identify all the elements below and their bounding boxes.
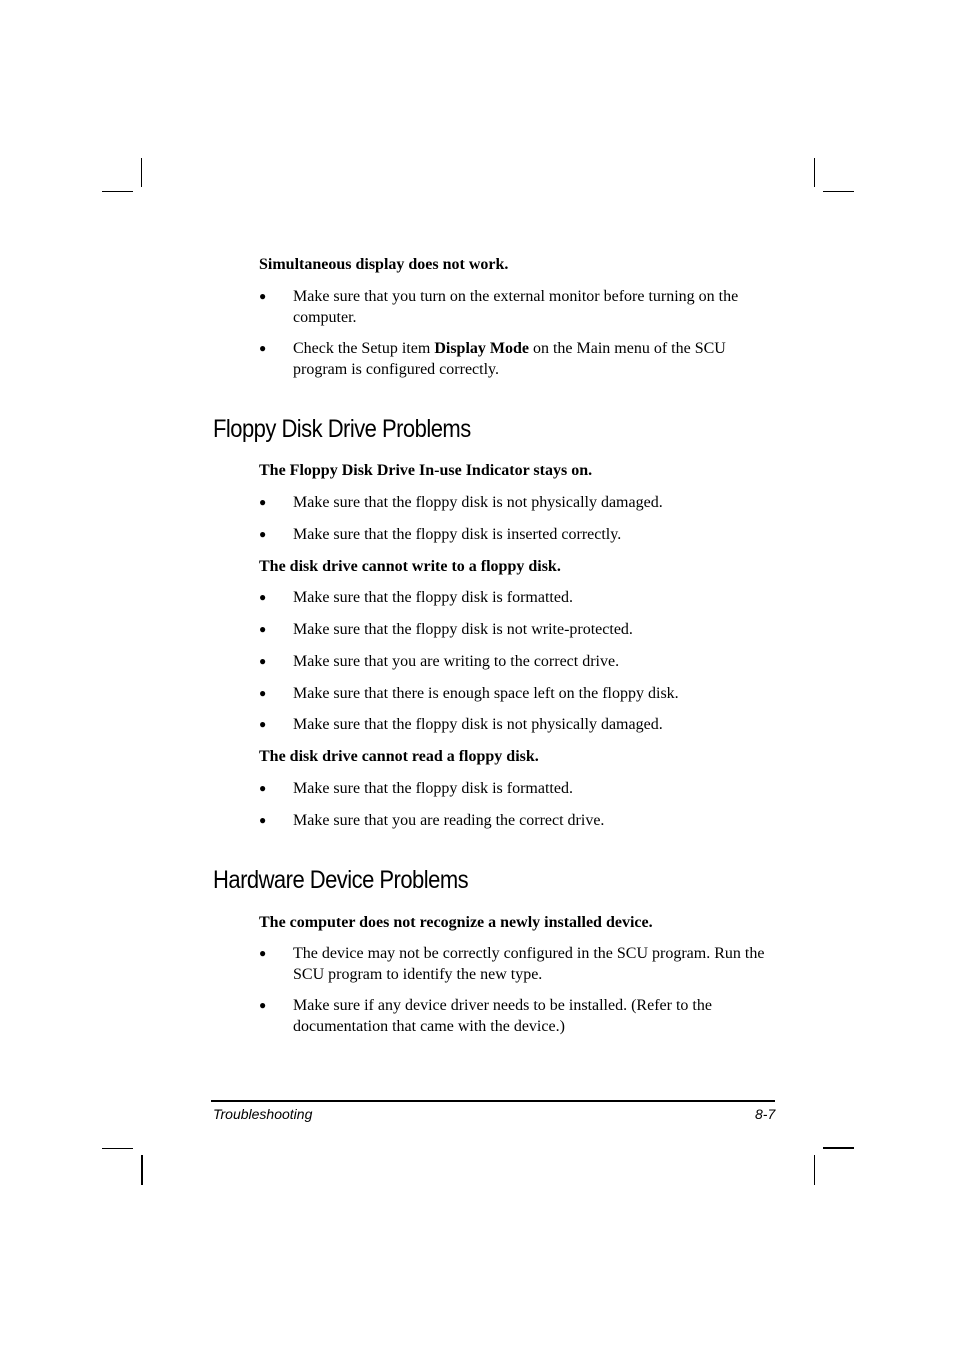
footer-rule [211, 1100, 775, 1102]
problem-heading: The disk drive cannot read a floppy disk. [259, 748, 539, 765]
list-item [259, 587, 779, 608]
crop-mark-bottom-right-h [823, 1147, 854, 1149]
bullet-icon: ● [259, 590, 267, 604]
list-item-text: Check the Setup item Display Mode on the Main menu of the SCU program is configured correctly. [293, 340, 726, 378]
crop-mark-bottom-left-h [102, 1148, 133, 1149]
setup-item-name: Display Mode [434, 340, 529, 357]
bullet-icon: ● [259, 686, 267, 700]
list-item [259, 778, 779, 799]
bullet-icon: ● [259, 495, 267, 509]
list-item-text: Make sure that the floppy disk is not physically damaged. [293, 716, 663, 733]
list-item [259, 619, 779, 640]
list-item [259, 943, 779, 985]
list-item [259, 286, 779, 328]
list-item [259, 683, 779, 704]
list-item-text: Make sure that the floppy disk is not write-protected. [293, 621, 633, 638]
footer-page-number: 8-7 [755, 1106, 776, 1122]
list-item-text: Make sure that the floppy disk is formatted. [293, 780, 573, 797]
problem-heading: The disk drive cannot write to a floppy disk. [259, 558, 561, 575]
bullet-icon: ● [259, 946, 267, 960]
crop-mark-top-right-v [814, 158, 815, 187]
problem-heading: The Floppy Disk Drive In-use Indicator stays on. [259, 462, 593, 479]
crop-mark-bottom-left-v [141, 1155, 143, 1185]
problem-heading: The computer does not recognize a newly installed device. [259, 914, 653, 931]
bullet-icon: ● [259, 813, 267, 827]
list-item-text: Make sure that you turn on the external monitor before turning on the computer. [293, 288, 739, 326]
bullet-icon: ● [259, 527, 267, 541]
crop-mark-top-left-v [141, 158, 142, 187]
list-item [259, 651, 779, 672]
list-item [259, 338, 779, 380]
crop-mark-top-right-h [823, 191, 854, 192]
section-title-hardware: Hardware Device Problems [213, 866, 469, 894]
list-item-text: Make sure that you are reading the correct drive. [293, 812, 605, 829]
list-item [259, 714, 779, 735]
list-item-text: Make sure that the floppy disk is formatted. [293, 589, 573, 606]
footer-chapter: Troubleshooting [213, 1106, 313, 1122]
list-item-text: Make sure that the floppy disk is not physically damaged. [293, 494, 663, 511]
bullet-icon: ● [259, 622, 267, 636]
list-item [259, 524, 779, 545]
bullet-icon: ● [259, 289, 267, 303]
bullet-icon: ● [259, 781, 267, 795]
crop-mark-top-left-h [102, 191, 133, 192]
problem-heading: Simultaneous display does not work. [259, 256, 509, 273]
section-title-floppy: Floppy Disk Drive Problems [213, 415, 471, 443]
bullet-icon: ● [259, 654, 267, 668]
list-item [259, 810, 779, 831]
list-item-text: Make sure if any device driver needs to be installed. (Refer to the documentation that came with the device.) [293, 997, 712, 1035]
bullet-icon: ● [259, 717, 267, 731]
bullet-icon: ● [259, 341, 267, 355]
list-item [259, 492, 779, 513]
bullet-icon: ● [259, 998, 267, 1012]
list-item-text: Make sure that the floppy disk is inserted correctly. [293, 526, 622, 543]
list-item-text: The device may not be correctly configured in the SCU program. Run the SCU program to identify the new type. [293, 945, 765, 983]
list-item-text: Make sure that there is enough space left on the floppy disk. [293, 685, 679, 702]
list-item-text: Make sure that you are writing to the correct drive. [293, 653, 620, 670]
crop-mark-bottom-right-v [814, 1155, 815, 1185]
list-item [259, 995, 779, 1037]
